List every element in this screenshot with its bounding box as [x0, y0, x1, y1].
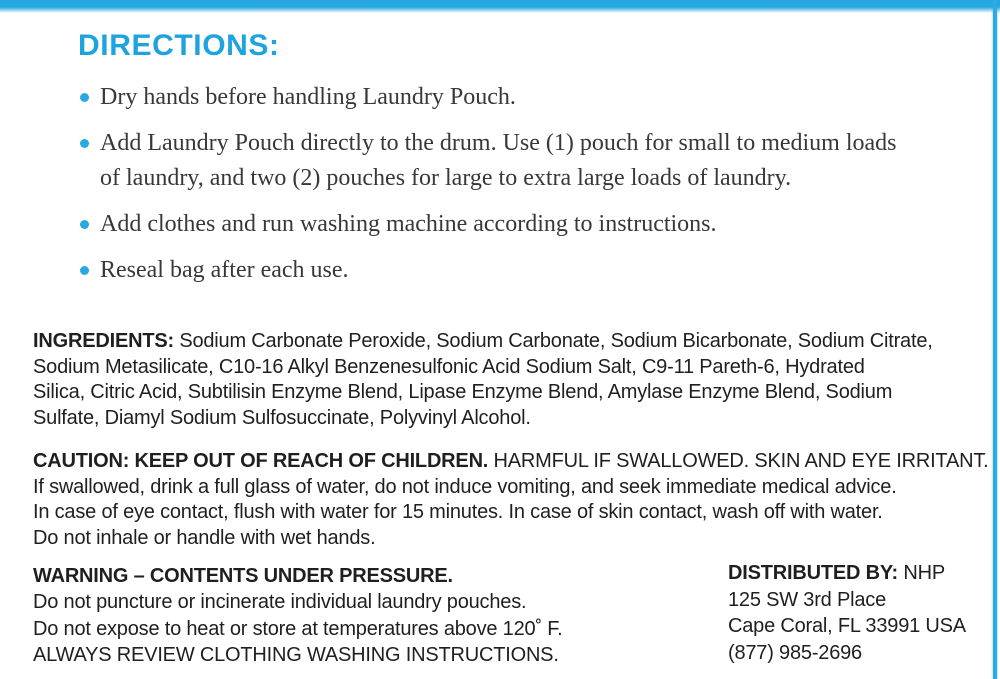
distributor-label: DISTRIBUTED BY:	[728, 562, 898, 584]
caution-line: In case of eye contact, flush with water for 15 minutes. In case of skin contact, wash off with water.	[33, 501, 883, 523]
warning-line: Do not expose to heat or store at temperatures above 120˚ F.	[33, 617, 563, 640]
bullet-icon	[80, 93, 89, 102]
ingredients-section	[33, 329, 933, 431]
warning-section	[33, 563, 562, 668]
distributor-phone: (877) 985-2696	[728, 641, 862, 664]
warning-line: Do not puncture or incinerate individual laundry pouches.	[33, 591, 527, 614]
ingredients-line: Silica, Citric Acid, Subtilisin Enzyme Blend, Lipase Enzyme Blend, Amylase Enzyme Blend, Sodium	[33, 381, 893, 403]
list-item	[80, 253, 900, 288]
distributor-address-line: Cape Coral, FL 33991 USA	[728, 615, 966, 637]
distributor-name: NHP	[903, 562, 945, 584]
bullet-icon	[80, 220, 89, 229]
direction-text: Add Laundry Pouch directly to the drum. Use (1) pouch for small to medium loads of laundry, and two (2) pouches for large to extra large loads of laundry.	[100, 130, 897, 191]
directions-heading: DIRECTIONS:	[78, 29, 280, 62]
distributor-headline	[728, 560, 966, 587]
direction-text: Dry hands before handling Laundry Pouch.	[100, 84, 516, 110]
right-accent-bar	[993, 0, 997, 679]
caution-label: CAUTION: KEEP OUT OF REACH OF CHILDREN.	[33, 450, 489, 472]
ingredients-line	[33, 329, 933, 355]
caution-headline	[33, 449, 989, 475]
bullet-icon	[80, 266, 89, 275]
direction-text: Add clothes and run washing machine according to instructions.	[100, 211, 717, 237]
ingredients-label: INGREDIENTS:	[33, 330, 174, 352]
caution-line: If swallowed, drink a full glass of water, do not induce vomiting, and seek immediate medical advice.	[33, 475, 897, 498]
distributor-address-line: 125 SW 3rd Place	[728, 588, 886, 611]
warning-line: ALWAYS REVIEW CLOTHING WASHING INSTRUCTIONS.	[33, 643, 559, 666]
list-item	[80, 126, 900, 196]
caution-hazard-text: HARMFUL IF SWALLOWED. SKIN AND EYE IRRITANT.	[493, 450, 989, 472]
caution-line: Do not inhale or handle with wet hands.	[33, 526, 376, 549]
warning-heading: WARNING – CONTENTS UNDER PRESSURE.	[33, 565, 453, 587]
bullet-icon	[80, 139, 89, 148]
list-item	[80, 80, 900, 115]
ingredients-text: Sodium Carbonate Peroxide, Sodium Carbonate, Sodium Bicarbonate, Sodium Citrate,	[179, 330, 933, 352]
directions-list	[80, 80, 900, 299]
top-accent-bar	[0, 0, 1000, 13]
direction-text: Reseal bag after each use.	[100, 257, 349, 283]
ingredients-line: Sulfate, Diamyl Sodium Sulfosuccinate, Polyvinyl Alcohol.	[33, 406, 531, 429]
caution-section	[33, 449, 989, 551]
ingredients-line: Sodium Metasilicate, C10-16 Alkyl Benzenesulfonic Acid Sodium Salt, C9-11 Pareth-6, Hydrated	[33, 355, 865, 378]
distributor-section	[728, 560, 966, 666]
list-item	[80, 207, 900, 242]
